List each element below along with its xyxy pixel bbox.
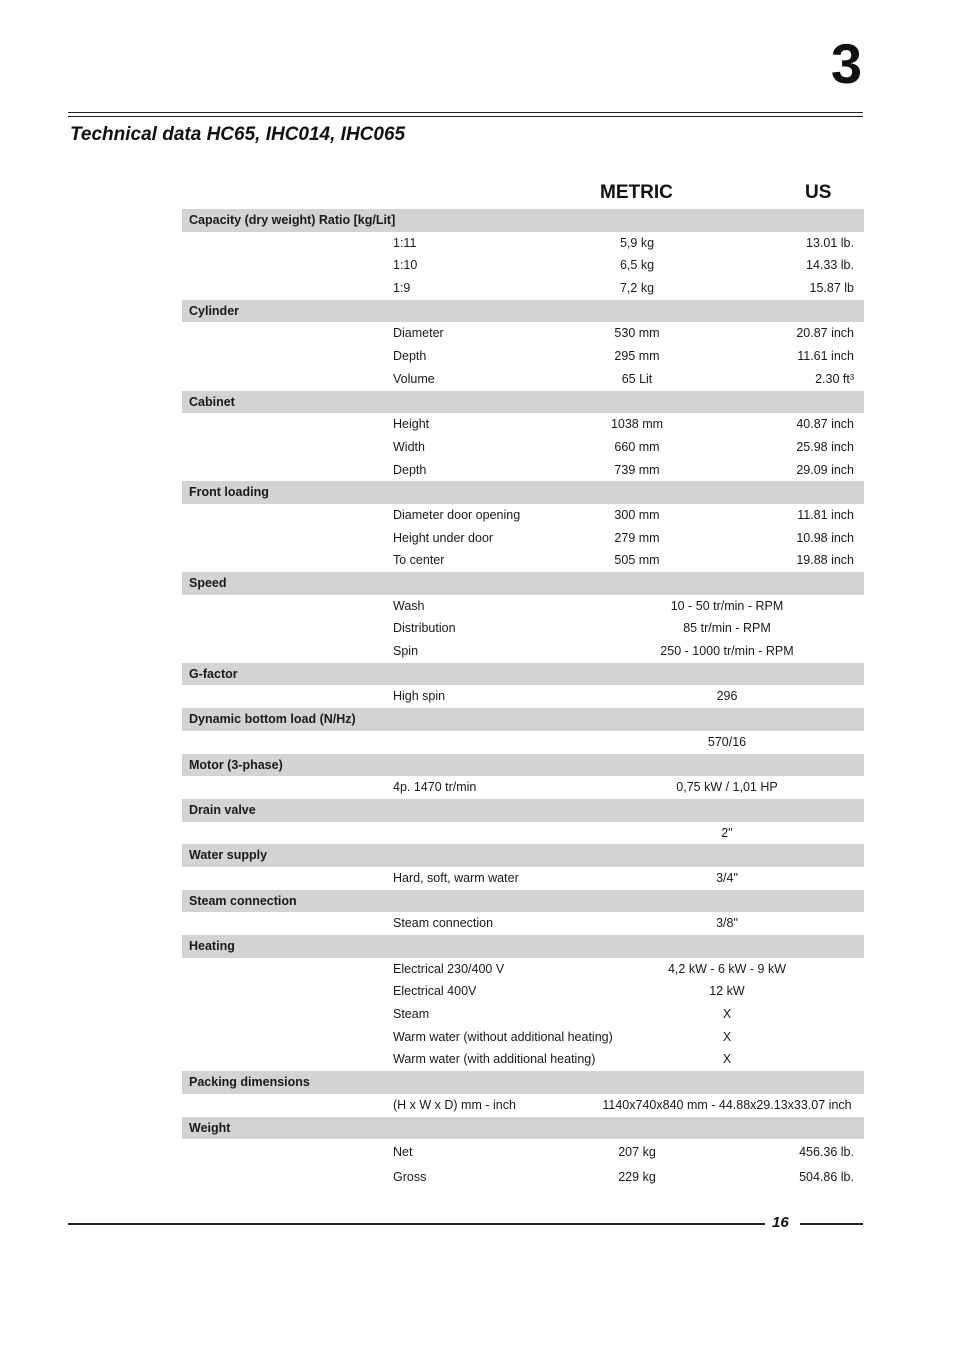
row-label: Warm water (with additional heating) xyxy=(393,1052,596,1067)
combined-value: 296 xyxy=(716,689,738,704)
metric-value: 295 mm xyxy=(614,349,660,364)
combined-value: 10 - 50 tr/min - RPM xyxy=(670,598,784,613)
table-row xyxy=(182,980,864,1003)
table-row xyxy=(182,640,864,663)
row-label: Depth xyxy=(393,462,427,477)
row-label: Height xyxy=(393,417,430,432)
combined-value: 1140x740x840 mm - 44.88x29.13x33.07 inch xyxy=(602,1097,852,1112)
metric-value: 6,5 kg xyxy=(619,258,655,273)
us-value: 29.09 inch xyxy=(796,462,854,477)
table-row xyxy=(182,1026,864,1049)
table-row xyxy=(182,1164,864,1189)
section-header-row xyxy=(182,209,864,232)
table-row xyxy=(182,867,864,890)
us-value: 11.61 inch xyxy=(797,349,854,364)
combined-value: 4,2 kW - 6 kW - 9 kW xyxy=(667,961,787,976)
combined-value: 85 tr/min - RPM xyxy=(683,621,771,636)
row-label: 1:11 xyxy=(393,235,417,250)
combined-value: X xyxy=(722,1029,732,1044)
us-value: 13.01 lb. xyxy=(806,235,854,250)
us-value: 11.81 inch xyxy=(797,507,854,522)
table-row xyxy=(182,277,864,300)
section-header-row xyxy=(182,481,864,504)
footer-rule xyxy=(68,1223,765,1225)
row-label: Net xyxy=(393,1145,413,1160)
section-header-row xyxy=(182,572,864,595)
metric-value: 1038 mm xyxy=(610,417,664,432)
metric-value: 530 mm xyxy=(614,326,660,341)
section-label: Dynamic bottom load (N/Hz) xyxy=(189,712,356,727)
table-row xyxy=(182,413,864,436)
metric-value: 65 Lit xyxy=(621,371,653,386)
section-header-row xyxy=(182,708,864,731)
metric-value: 207 kg xyxy=(618,1145,656,1160)
row-label: Distribution xyxy=(393,621,456,636)
section-label: Cylinder xyxy=(189,303,240,318)
table-row xyxy=(182,617,864,640)
combined-value: 2" xyxy=(721,825,733,840)
metric-value: 660 mm xyxy=(614,439,660,454)
us-value: 10.98 inch xyxy=(796,530,854,545)
section-header-row xyxy=(182,663,864,686)
metric-value: 300 mm xyxy=(614,507,660,522)
row-label: (H x W x D) mm - inch xyxy=(393,1097,516,1112)
section-label: Capacity (dry weight) Ratio [kg/Lit] xyxy=(189,213,396,227)
row-label: Gross xyxy=(393,1170,427,1185)
header-rule xyxy=(68,116,863,117)
section-header-row xyxy=(182,300,864,323)
metric-value: 7,2 kg xyxy=(619,281,655,296)
us-value: 15.87 lb xyxy=(809,281,854,296)
table-row xyxy=(182,549,864,572)
metric-value: 505 mm xyxy=(614,553,660,568)
table-row xyxy=(182,345,864,368)
metric-value: 739 mm xyxy=(614,462,660,477)
table-row xyxy=(182,254,864,277)
combined-value: 0,75 kW / 1,01 HP xyxy=(676,780,778,795)
row-label: Depth xyxy=(393,349,427,364)
section-label: Packing dimensions xyxy=(189,1075,310,1090)
row-label: Spin xyxy=(393,644,419,659)
row-label: Diameter door opening xyxy=(393,507,521,522)
section-label: Front loading xyxy=(189,485,269,500)
table-row xyxy=(182,459,864,482)
column-header-us: US xyxy=(805,182,832,203)
us-value: 14.33 lb. xyxy=(806,258,854,273)
header-rule xyxy=(68,112,863,113)
us-value: 456.36 lb. xyxy=(799,1145,854,1160)
table-row xyxy=(182,595,864,618)
section-header-row xyxy=(182,844,864,867)
table-row xyxy=(182,685,864,708)
section-header-row xyxy=(182,890,864,913)
section-label: G-factor xyxy=(189,666,238,681)
metric-value: 229 kg xyxy=(618,1170,656,1185)
us-value: 20.87 inch xyxy=(796,326,854,341)
combined-value: 570/16 xyxy=(707,734,747,749)
section-label: Motor (3-phase) xyxy=(189,757,283,772)
table-row xyxy=(182,527,864,550)
us-value: 19.88 inch xyxy=(796,553,854,568)
section-header-row xyxy=(182,1071,864,1094)
combined-value: 3/8" xyxy=(716,916,738,931)
section-label: Steam connection xyxy=(189,893,297,908)
table-row xyxy=(182,912,864,935)
table-row xyxy=(182,776,864,799)
section-label: Drain valve xyxy=(189,802,256,817)
table-row xyxy=(182,322,864,345)
section-header-row xyxy=(182,391,864,414)
metric-value: 5,9 kg xyxy=(619,235,655,250)
section-label: Cabinet xyxy=(189,394,235,409)
table-row xyxy=(182,1139,864,1164)
table-row xyxy=(182,436,864,459)
us-value: 2.30 ft³ xyxy=(815,371,854,386)
section-header-row xyxy=(182,1117,864,1140)
section-header-row xyxy=(182,935,864,958)
row-label: Hard, soft, warm water xyxy=(393,870,519,885)
row-label: Height under door xyxy=(393,530,494,545)
combined-value: 12 kW xyxy=(709,984,745,999)
table-row xyxy=(182,504,864,527)
table-row xyxy=(182,958,864,981)
section-label: Weight xyxy=(189,1120,231,1135)
row-label: Warm water (without additional heating) xyxy=(393,1029,613,1044)
footer-rule xyxy=(800,1223,863,1225)
section-header-row xyxy=(182,799,864,822)
row-label: Diameter xyxy=(393,326,444,341)
table-row xyxy=(182,1048,864,1071)
row-label: 1:9 xyxy=(393,281,411,296)
row-label: Wash xyxy=(393,598,425,613)
us-value: 504.86 lb. xyxy=(799,1170,854,1185)
table-row xyxy=(182,1003,864,1026)
table-row xyxy=(182,822,864,845)
table-row xyxy=(182,731,864,754)
page-number: 16 xyxy=(772,1214,789,1231)
row-label: Electrical 230/400 V xyxy=(393,961,505,976)
row-label: Electrical 400V xyxy=(393,984,477,999)
chapter-number: 3 xyxy=(830,32,862,95)
table-row xyxy=(182,1094,864,1117)
row-label: 4p. 1470 tr/min xyxy=(393,780,477,795)
technical-data-table xyxy=(182,209,864,1189)
row-label: Steam xyxy=(393,1007,430,1022)
section-header-row xyxy=(182,754,864,777)
combined-value: X xyxy=(722,1007,732,1022)
section-label: Water supply xyxy=(189,848,268,863)
page-title: Technical data HC65, IHC014, IHC065 xyxy=(70,124,406,145)
metric-value: 279 mm xyxy=(614,530,660,545)
row-label: Steam connection xyxy=(393,916,494,931)
section-label: Speed xyxy=(189,576,227,590)
table-row xyxy=(182,232,864,255)
row-label: Width xyxy=(393,439,425,454)
combined-value: 3/4" xyxy=(716,870,738,885)
combined-value: X xyxy=(722,1052,732,1067)
section-label: Heating xyxy=(189,939,235,953)
row-label: To center xyxy=(393,553,445,568)
us-value: 40.87 inch xyxy=(796,417,854,432)
column-header-metric: METRIC xyxy=(600,182,673,203)
row-label: High spin xyxy=(393,689,446,704)
us-value: 25.98 inch xyxy=(796,439,854,454)
row-label: 1:10 xyxy=(393,258,418,273)
combined-value: 250 - 1000 tr/min - RPM xyxy=(660,644,794,659)
table-row xyxy=(182,368,864,391)
row-label: Volume xyxy=(393,371,435,386)
